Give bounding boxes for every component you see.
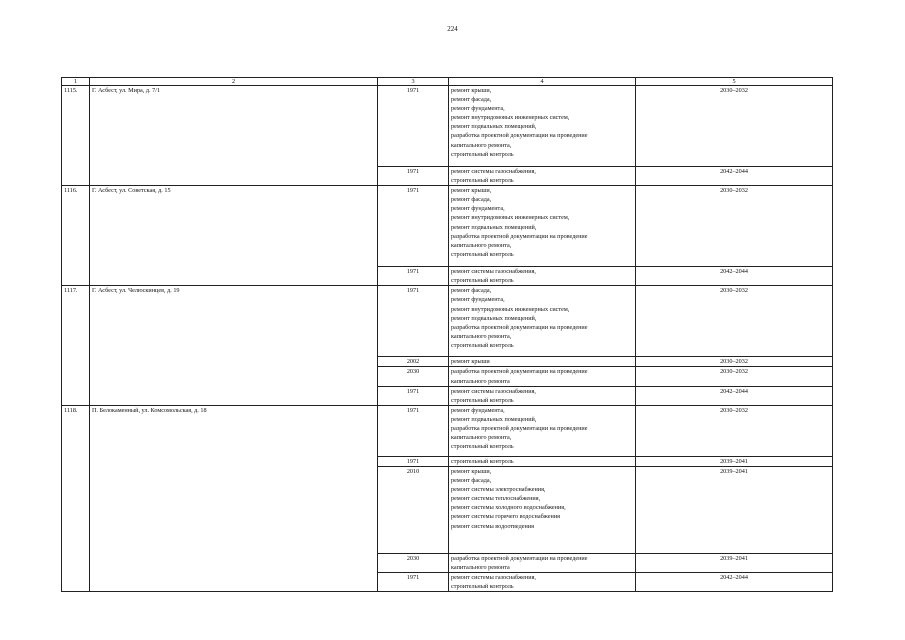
period-cell: 2039–2041 <box>636 553 833 572</box>
works-cell <box>449 553 636 572</box>
work-item: строительный контроль <box>451 396 514 404</box>
year-cell: 1971 <box>378 267 449 286</box>
entry-address: Г. Асбест, ул. Челюскинцев, д. 19 <box>90 286 378 405</box>
works-cell <box>449 286 636 357</box>
works-cell <box>449 357 636 367</box>
works-cell <box>449 186 636 267</box>
work-item: капитального ремонта, <box>451 141 512 149</box>
work-item: строительный контроль <box>451 583 514 591</box>
works-cell <box>449 405 636 456</box>
work-item: ремонт фундамента, <box>451 105 505 113</box>
work-item: ремонт фундамента, <box>451 296 505 304</box>
year-cell: 1971 <box>378 573 449 592</box>
work-item: ремонт крыши, <box>451 187 492 195</box>
work-item: строительный контроль <box>451 277 514 285</box>
entry-number: 1118. <box>62 405 90 591</box>
work-item: капитального ремонта <box>451 564 510 572</box>
work-item: ремонт системы теплоснабжения, <box>451 495 541 503</box>
year-cell: 1971 <box>378 167 449 186</box>
works-cell <box>449 573 636 592</box>
repair-schedule-table <box>61 77 833 592</box>
work-item: ремонт крыши, <box>451 87 492 94</box>
work-item: разработка проектной документации на проведение <box>451 232 588 240</box>
work-item: ремонт внутридомовых инженерных систем, <box>451 114 570 122</box>
work-item: ремонт фундамента, <box>451 205 505 213</box>
work-item: разработка проектной документации на проведение <box>451 368 588 376</box>
work-item: ремонт фасада, <box>451 96 492 104</box>
period-cell: 2030–2032 <box>636 357 833 367</box>
work-item: ремонт системы газоснабжения, <box>451 268 536 276</box>
entry-number: 1115. <box>62 86 90 186</box>
work-item: разработка проектной документации на проведение <box>451 425 588 433</box>
header-cell: 4 <box>449 78 636 86</box>
period-cell: 2039–2041 <box>636 466 833 553</box>
work-item: ремонт фасада, <box>451 477 492 485</box>
header-cell: 1 <box>62 78 90 86</box>
period-cell: 2042–2044 <box>636 386 833 405</box>
table-row <box>62 286 833 357</box>
work-item: ремонт подвальных помещений, <box>451 223 537 231</box>
work-item: строительный контроль <box>451 457 514 465</box>
year-cell: 2030 <box>378 367 449 386</box>
year-cell: 2002 <box>378 357 449 367</box>
table-row <box>62 186 833 267</box>
work-item: ремонт подвальных помещений, <box>451 314 537 322</box>
work-item: ремонт крыши <box>451 358 490 366</box>
page-number: 224 <box>447 25 458 33</box>
period-cell: 2030–2032 <box>636 405 833 456</box>
works-cell <box>449 456 636 466</box>
work-item: ремонт внутридомовых инженерных систем, <box>451 214 570 222</box>
work-item: ремонт системы газоснабжения, <box>451 574 536 582</box>
work-item: ремонт крыши, <box>451 467 492 475</box>
year-cell: 2030 <box>378 553 449 572</box>
work-item: ремонт внутридомовых инженерных систем, <box>451 305 570 313</box>
work-item: строительный контроль <box>451 341 514 349</box>
work-item: разработка проектной документации на проведение <box>451 132 588 140</box>
works-cell <box>449 167 636 186</box>
period-cell: 2042–2044 <box>636 167 833 186</box>
year-cell: 1971 <box>378 186 449 267</box>
entry-address: Г. Асбест, ул. Советская, д. 15 <box>90 186 378 286</box>
work-item: ремонт фундамента, <box>451 406 505 414</box>
header-row <box>62 78 833 86</box>
work-item: ремонт фасада, <box>451 196 492 204</box>
work-item: ремонт подвальных помещений, <box>451 415 537 423</box>
header-cell: 3 <box>378 78 449 86</box>
header-cell: 5 <box>636 78 833 86</box>
entry-number: 1117. <box>62 286 90 405</box>
period-cell: 2030–2032 <box>636 86 833 167</box>
table-row <box>62 86 833 167</box>
work-item: строительный контроль <box>451 177 514 185</box>
work-item: строительный контроль <box>451 150 514 158</box>
works-cell <box>449 267 636 286</box>
work-item: ремонт системы холодного водоснабжения, <box>451 504 566 512</box>
work-item: ремонт фасада, <box>451 287 492 295</box>
works-cell <box>449 466 636 553</box>
year-cell: 2010 <box>378 466 449 553</box>
work-item: капитального ремонта <box>451 377 510 385</box>
year-cell: 1971 <box>378 286 449 357</box>
period-cell: 2042–2044 <box>636 573 833 592</box>
table-row <box>62 405 833 456</box>
work-item: ремонт подвальных помещений, <box>451 123 537 131</box>
year-cell: 1971 <box>378 456 449 466</box>
entry-number: 1116. <box>62 186 90 286</box>
work-item: ремонт системы водоотведения <box>451 522 534 530</box>
work-item: ремонт системы газоснабжения, <box>451 168 536 175</box>
header-cell: 2 <box>90 78 378 86</box>
period-cell: 2030–2032 <box>636 186 833 267</box>
entry-address: Г. Асбест, ул. Мира, д. 7/1 <box>90 86 378 186</box>
works-cell <box>449 386 636 405</box>
work-item: капитального ремонта, <box>451 434 512 442</box>
work-item: капитального ремонта, <box>451 332 512 340</box>
year-cell: 1971 <box>378 405 449 456</box>
work-item: строительный контроль <box>451 250 514 258</box>
work-item: ремонт системы электроснабжения, <box>451 486 546 494</box>
year-cell: 1971 <box>378 86 449 167</box>
work-item: ремонт системы горячего водоснабжения <box>451 513 560 521</box>
period-cell: 2030–2032 <box>636 367 833 386</box>
entry-address: П. Белокаменный, ул. Комсомольская, д. 18 <box>90 405 378 591</box>
work-item: капитального ремонта, <box>451 241 512 249</box>
work-item: разработка проектной документации на проведение <box>451 554 588 562</box>
works-cell <box>449 86 636 167</box>
works-cell <box>449 367 636 386</box>
period-cell: 2039–2041 <box>636 456 833 466</box>
year-cell: 1971 <box>378 386 449 405</box>
period-cell: 2042–2044 <box>636 267 833 286</box>
work-item: разработка проектной документации на проведение <box>451 323 588 331</box>
period-cell: 2030–2032 <box>636 286 833 357</box>
work-item: ремонт системы газоснабжения, <box>451 387 536 395</box>
work-item: строительный контроль <box>451 443 514 451</box>
